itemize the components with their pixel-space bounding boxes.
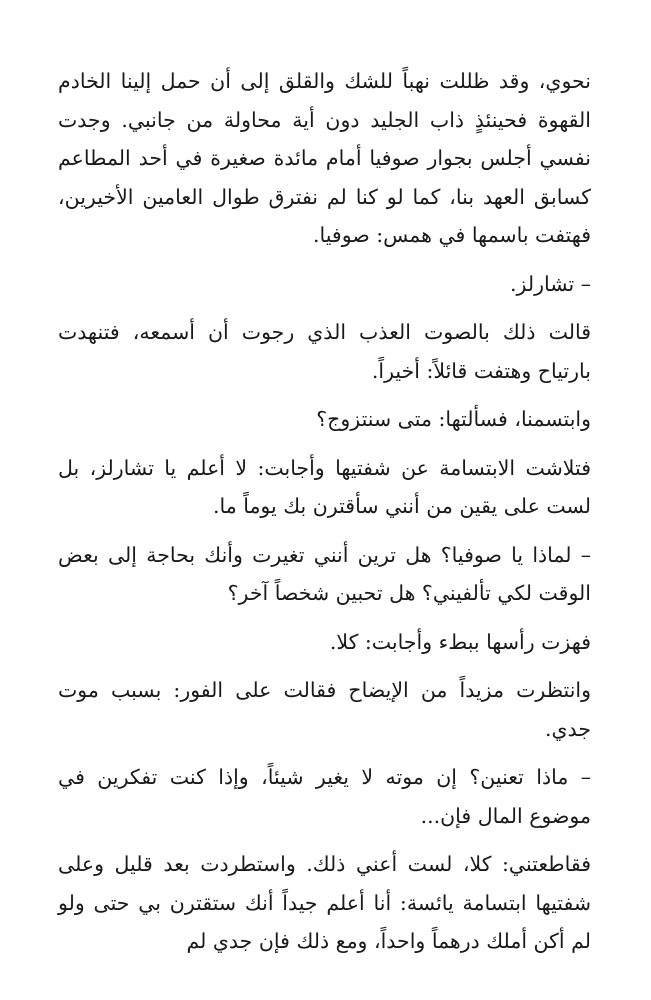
paragraph: – تشارلز. [510,271,591,296]
paragraph: – لماذا يا صوفيا؟ هل ترين أنني تغيرت وأنك بحاجة إلى بعض الوقت لكي تألفيني؟ هل تحبين شخصاً آخر؟ [58,542,591,605]
paragraph: فهزت رأسها ببطء وأجابت: كلا. [329,629,591,654]
paragraph: نحوي، وقد ظللت نهباً للشك والقلق إلى أن حمل إلينا الخادم القهوة فحينئذٍ ذاب الجليد دون أية محاولة من جانبي. وجدت نفسي أجلس بجوار صوفيا أمام مائدة صغيرة في أحد المطاعم كسابق العهد بنا، كما لو كنا لم نفترق طوال العامين الأخيرين، فهتفت باسمها في همس: صوفيا. [58,69,591,247]
paragraph: فتلاشت الابتسامة عن شفتيها وأجابت: لا أعلم يا تشارلز، بل لست على يقين من أنني سأقترن بك يوماً ما. [58,455,591,518]
paragraph: وانتظرت مزيداً من الإيضاح فقالت على الفور: بسبب موت جدي. [58,678,591,741]
paragraph: وابتسمنا، فسألتها: متى سنتزوج؟ [316,407,591,431]
paragraph: – ماذا تعنين؟ إن موته لا يغير شيئاً، وإذا كنت تفكرين في موضوع المال فإن... [58,765,591,828]
paragraph: قالت ذلك بالصوت العذب الذي رجوت أن أسمعه، فتنهدت بارتياح وهتفت قائلاً: أخيراً. [58,320,591,383]
paragraph: فقاطعتني: كلا، لست أعني ذلك. واستطردت بعد قليل وعلى شفتيها ابتسامة يائسة: أنا أعلم جيداً أنك ستقترن بي حتى ولو لم أكن أملك درهماً واحداً، ومع ذلك فإن جدي لم [58,852,591,953]
